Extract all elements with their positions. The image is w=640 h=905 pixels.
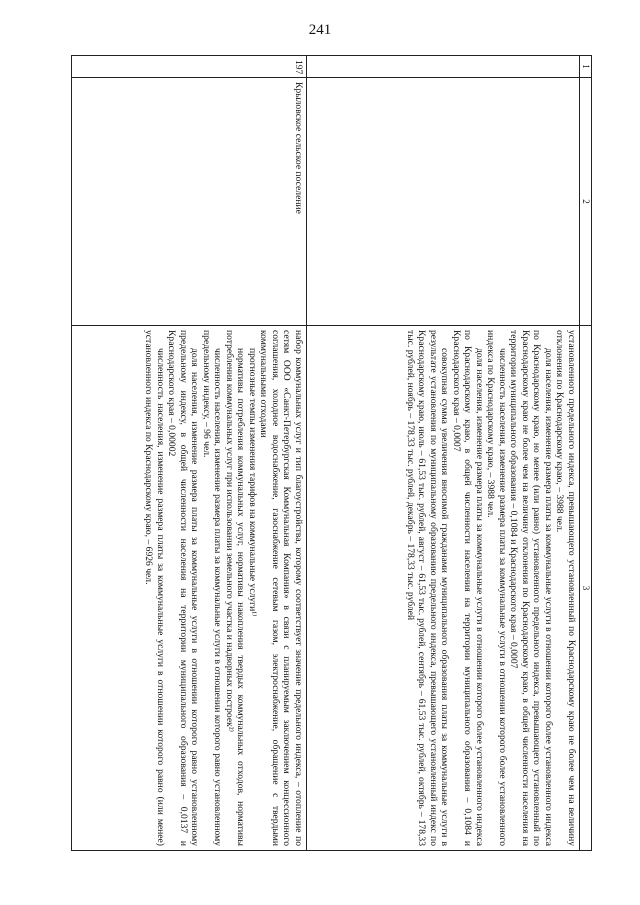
table-row	[72, 56, 307, 851]
column-header-2: 2	[580, 78, 592, 326]
tariff-table	[71, 55, 592, 851]
settlement-cell	[307, 78, 580, 326]
paragraph: доля населения, изменение размера платы за коммунальные услуги в отношении которого более установленного индекса по Краснодарскому краю, но менее (или равно) установленного предельного индекса, превышающего установленный по Краснодарскому краю не более чем на величину отклонения по Краснодарскому краю, в общей численности населения на территории муниципального образования – 0,1084 и Краснодарского края – 0,0007	[508, 330, 554, 846]
row-number-cell: 197	[72, 56, 307, 78]
paragraph: установленного предельного индекса, превышающего установленный по Краснодарскому краю не более чем на величину отклонения по Краснодарскому краю, – 3988 чел.	[554, 330, 577, 846]
paragraph: доля населения, изменение размера платы за коммунальные услуги в отношении которого более установленного индекса по Краснодарскому краю, в общей численности населения на территории муниципального образования – 0,1084 и Краснодарского края – 0,0007	[451, 330, 485, 846]
page-number: 241	[308, 22, 332, 38]
details-cell	[72, 326, 307, 851]
details-cell	[307, 326, 580, 851]
paragraph: численность населения, изменение размера платы за коммунальные услуги в отношении которого равно установленному предельному индексу, – 96 чел.	[201, 330, 224, 846]
column-header-1: 1	[580, 56, 592, 78]
paragraph: прогнозные темпы изменения тарифов на коммунальные услуги¹⁾	[247, 348, 258, 617]
paragraph: численность населения, изменение размера платы за коммунальные услуги в отношении которого более установленного индекса по Краснодарскому краю, – 3988 чел.	[485, 330, 508, 846]
table-header-row	[580, 56, 592, 851]
rotated-table-container	[72, 55, 592, 850]
paragraph: численность населения, изменение размера платы за коммунальные услуги в отношении которого равно (или менее) установленного индекса по Краснодарскому краю, – 6926 чел.	[143, 330, 166, 846]
settlement-cell: Крыловское сельское поселение	[72, 78, 307, 326]
table-row-continuation	[307, 56, 580, 851]
paragraph: доля населения, изменение размера платы за коммунальные услуги в отношении которого равно установленному предельному индексу, в общей численности населения на территории муниципального образования – 0,0137 и Краснодарского края – 0,00002	[166, 330, 201, 846]
paragraph: набор коммунальных услуг и тип благоустройства, которому соответствует значение предельного индекса, – отопление по сетям ООО «Санкт-Петербургская Коммунальная Компания» в связи с планируемым заключением концессионного соглашения, холодное водоснабжение, газоснабжение сетевым газом, электроснабжение, обращение с твердыми коммунальными отходами	[258, 330, 304, 846]
paragraph: нормативы потребления коммунальных услуг, нормативы накопления твердых коммунальных отходов, нормативы потребления коммунальных услуг при использовании земельного участка и надворных построек²⁾	[224, 330, 247, 846]
paragraph: совокупная сумма увеличения вносимой гражданами муниципального образования платы за коммунальные услуги в результате установления по муниципальному образованию предельного индекса, превышающего установленный индекс по Краснодарскому краю, июль – 61,53 тыс. рублей, август – 61,53 тыс. рублей, сентябрь – 61,53 тыс. рублей, октябрь – 178,33 тыс. рублей, ноябрь – 178,33 тыс. рублей, декабрь – 178,33 тыс. рублей	[405, 330, 451, 846]
column-header-3: 3	[580, 326, 592, 851]
row-number-cell	[307, 56, 580, 78]
